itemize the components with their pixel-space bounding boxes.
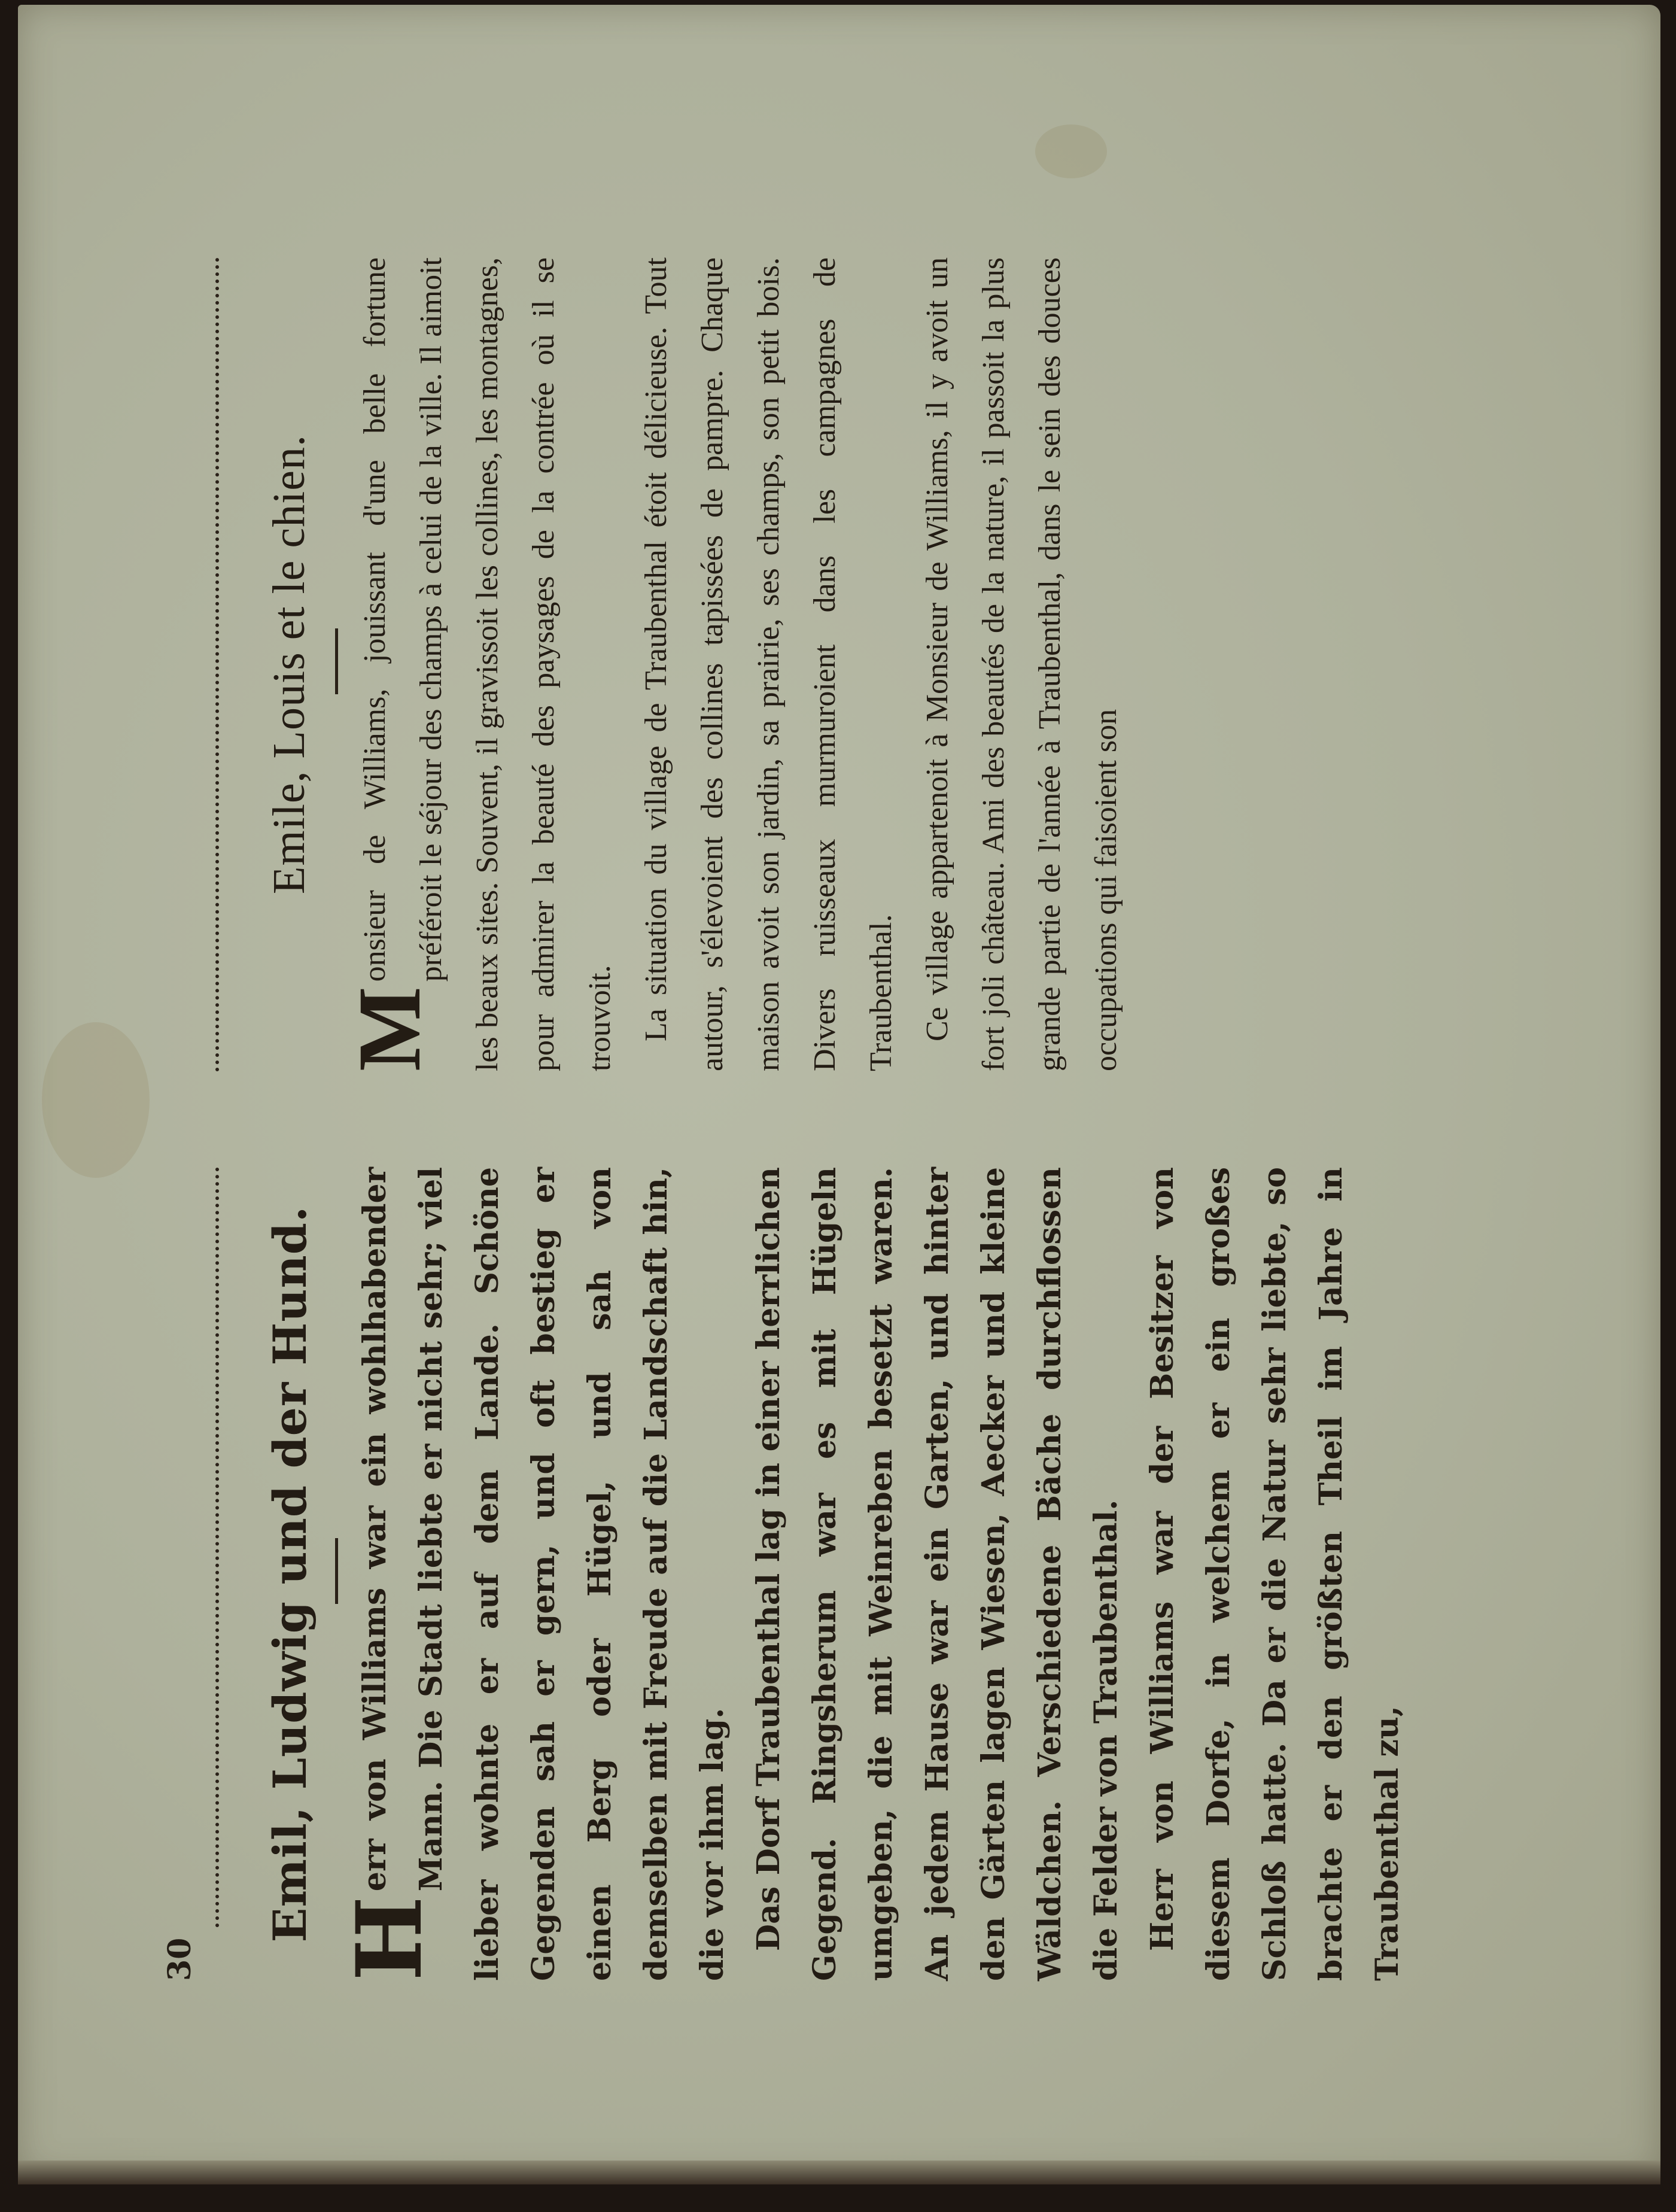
paragraph-text: onsieur de Williams, jouissant d'une belle fortune préféroit le séjour des champs à celui de la ville. Il aimoit les beaux sites. Souvent, il gravissoit les collines, les montagnes, pour admirer la beauté des paysages de la contrée où il se trouvoit. [358, 257, 617, 1071]
page-edge [18, 2161, 1660, 2184]
title-rule [335, 1538, 338, 1604]
french-text [340, 257, 1134, 1071]
french-paragraph-3: Ce village appartenoit à Monsieur de Williams, il y avoit un fort joli château. Ami des beautés de la nature, il passoit la plus grande partie de l'année à Traubenthal, dans le sein des douces occupations qui faisoient son [920, 257, 1123, 1071]
german-text [337, 1167, 1416, 1981]
rotated-content [156, 221, 1472, 2017]
french-paragraph-2: La situation du village de Traubenthal étoit délicieuse. Tout autour, s'élevoient des collines tapissées de pampre. Chaque maison avoit son jardin, sa prairie, ses champs, son petit bois. Divers ruisseaux murmuroient dans les campagnes de Traubenthal. [639, 257, 898, 1071]
french-title: Emile, Louis et le chien. [264, 434, 314, 894]
german-paragraph-2: Das Dorf Traubenthal lag in einer herrlichen Gegend. Ringsherum war es mit Hügeln umgeben, die mit Weinreben besetzt waren. An jedem Hause war ein Garten, und hinter den Gärten lagen Wiesen, Aecker und kleine Wäldchen. Verschiedene Bäche durchflossen die Felder von Traubenthal. [750, 1167, 1124, 1981]
german-title: Emil, Ludwig und der Hund. [263, 1205, 317, 1943]
paragraph-text: err von Williams war ein wohlhabender Mann. Die Stadt liebte er nicht sehr; viel lieber wohnte er auf dem Lande. Schöne Gegenden sah er gern, und oft bestieg er einen Berg oder Hügel, und sah von demselben mit Freude auf die Landschaft hin, die vor ihm lag. [357, 1167, 731, 1981]
german-paragraph-1 [337, 1167, 741, 1981]
top-divider [215, 257, 233, 1071]
french-paragraph-1 [340, 257, 628, 1071]
title-rule [335, 628, 338, 694]
page-number: 30 [162, 1937, 198, 1981]
paper-stain [1035, 124, 1107, 178]
drop-cap: M [340, 986, 439, 1071]
drop-cap: H [337, 1896, 442, 1981]
top-divider [215, 1167, 233, 1927]
paper-stain [42, 1022, 150, 1178]
german-paragraph-3: Herr von Williams war der Besitzer von diesem Dorfe, in welchem er ein großes Schloß hatte. Da er die Natur sehr liebte, so brachte er den größten Theil im Jahre in Traubenthal zu, [1144, 1167, 1406, 1981]
